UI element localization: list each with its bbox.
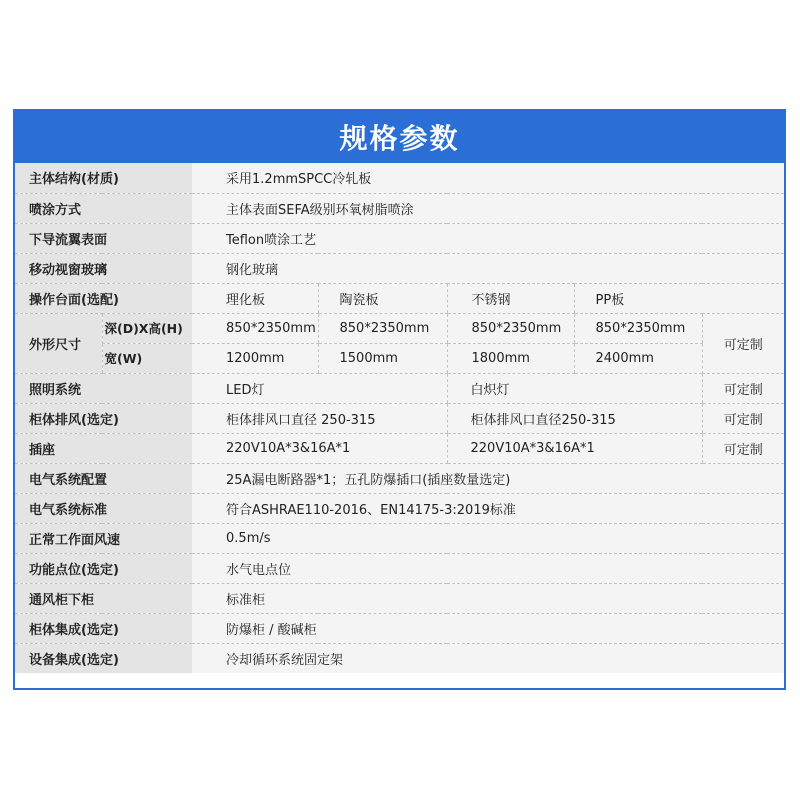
table-row — [15, 193, 784, 223]
row-label: 正常工作面风速 — [15, 523, 192, 553]
spec-panel — [13, 109, 786, 690]
row-label: 喷涂方式 — [15, 193, 192, 223]
customizable-note: 可定制 — [702, 373, 784, 403]
row-value: 冷却循环系统固定架 — [192, 643, 784, 673]
dimension-value: 850*2350mm — [574, 313, 702, 343]
row-value: 符合ASHRAE110-2016、EN14175-3:2019标准 — [192, 493, 784, 523]
row-label: 柜体集成(选定) — [15, 613, 192, 643]
table-row — [15, 403, 784, 433]
dimension-value: 1500mm — [318, 343, 447, 373]
row-label: 电气系统标准 — [15, 493, 192, 523]
table-row — [15, 343, 784, 373]
table-row — [15, 163, 784, 193]
row-value: 220V10A*3&16A*1 — [447, 433, 702, 463]
worktop-option: 不锈钢 — [447, 283, 574, 313]
row-value: 25A漏电断路器*1；五孔防爆插口(插座数量选定) — [192, 463, 784, 493]
sub-label: 深(D)X高(H) — [102, 313, 192, 343]
row-label: 柜体排风(选定) — [15, 403, 192, 433]
worktop-option: 陶瓷板 — [318, 283, 447, 313]
customizable-note: 可定制 — [702, 433, 784, 463]
customizable-note: 可定制 — [702, 313, 784, 373]
table-row — [15, 313, 784, 343]
row-value: 柜体排风口直径250-315 — [447, 403, 702, 433]
worktop-option: PP板 — [574, 283, 784, 313]
table-row — [15, 643, 784, 673]
row-label: 移动视窗玻璃 — [15, 253, 192, 283]
table-row — [15, 463, 784, 493]
row-value: 0.5m/s — [192, 523, 784, 553]
customizable-note: 可定制 — [702, 403, 784, 433]
row-value: 水气电点位 — [192, 553, 784, 583]
table-row — [15, 433, 784, 463]
dimension-value: 850*2350mm — [318, 313, 447, 343]
table-row — [15, 583, 784, 613]
row-value: 220V10A*3&16A*1 — [192, 433, 447, 463]
dimension-value: 2400mm — [574, 343, 702, 373]
row-label: 主体结构(材质) — [15, 163, 192, 193]
sub-label: 宽(W) — [102, 343, 192, 373]
table-row — [15, 493, 784, 523]
table-row — [15, 523, 784, 553]
row-value: 钢化玻璃 — [192, 253, 784, 283]
table-row — [15, 253, 784, 283]
row-label: 操作台面(选配) — [15, 283, 192, 313]
row-label: 插座 — [15, 433, 192, 463]
dimension-value: 850*2350mm — [192, 313, 318, 343]
dimension-value: 1200mm — [192, 343, 318, 373]
row-value: Teflon喷涂工艺 — [192, 223, 784, 253]
dimension-value: 850*2350mm — [447, 313, 574, 343]
row-value: 柜体排风口直径 250-315 — [192, 403, 447, 433]
row-label: 设备集成(选定) — [15, 643, 192, 673]
table-row — [15, 283, 784, 313]
row-value: LED灯 — [192, 373, 447, 403]
row-label: 通风柜下柜 — [15, 583, 192, 613]
row-value: 采用1.2mmSPCC冷轧板 — [192, 163, 784, 193]
worktop-option: 理化板 — [192, 283, 318, 313]
row-value: 防爆柜 / 酸碱柜 — [192, 613, 784, 643]
row-label: 照明系统 — [15, 373, 192, 403]
table-row — [15, 613, 784, 643]
row-value: 主体表面SEFA级别环氧树脂喷涂 — [192, 193, 784, 223]
spec-table — [15, 163, 784, 673]
table-row — [15, 223, 784, 253]
row-label: 外形尺寸 — [15, 313, 102, 373]
row-label: 功能点位(选定) — [15, 553, 192, 583]
row-label: 电气系统配置 — [15, 463, 192, 493]
dimension-value: 1800mm — [447, 343, 574, 373]
row-value: 白炽灯 — [447, 373, 702, 403]
row-label: 下导流翼表面 — [15, 223, 192, 253]
row-value: 标准柜 — [192, 583, 784, 613]
table-row — [15, 553, 784, 583]
page-title: 规格参数 — [15, 111, 784, 163]
table-row — [15, 373, 784, 403]
